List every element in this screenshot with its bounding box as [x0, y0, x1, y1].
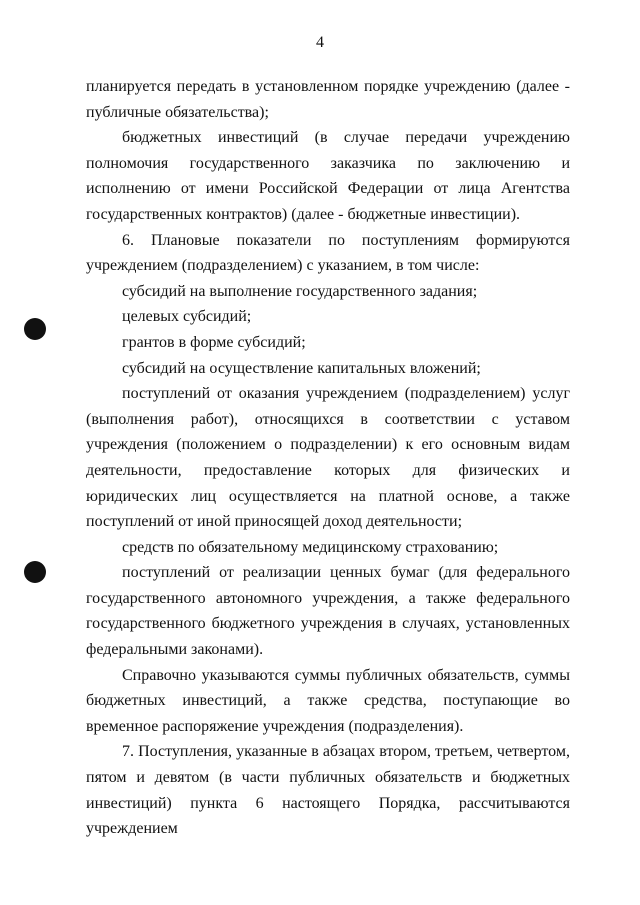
punch-hole-mark: [24, 318, 46, 340]
page-number: 4: [316, 34, 324, 51]
paragraph-budget-investments: бюджетных инвестиций (в случае передачи учреждению полномочия государственного заказчика по заключению и исполнению от имени Российской Федерации от лица Агентства государственных контрактов) (далее - бюджетные инвестиции).: [86, 129, 570, 223]
list-item-state-task-subsidies: субсидий на выполнение государственного задания;: [122, 282, 478, 300]
list-item-target-subsidies: целевых субсидий;: [122, 308, 252, 326]
paragraph-reference-amounts: Справочно указываются суммы публичных обязательств, суммы бюджетных инвестиций, а также средства, поступающие во временное распоряжение учреждения (подразделения).: [86, 666, 570, 735]
punch-hole-mark: [24, 561, 46, 583]
list-item-paid-services: поступлений от оказания учреждением (подразделением) услуг (выполнения работ), относящихся в соответствии с уставом учреждения (положением о подразделении) к его основным видам деятельности, предоставление которых для физических и юридических лиц осуществляется на платной основе, а также поступлений от иной приносящей доход деятельности;: [86, 385, 570, 531]
list-item-grants: грантов в форме субсидий;: [122, 333, 306, 351]
list-item-securities: поступлений от реализации ценных бумаг (для федерального государственного автономного учреждения, а также федерального государственного бюджетного учреждения в случаях, установленных федеральными законами).: [86, 564, 570, 659]
paragraph-public-obligations: планируется передать в установленном порядке учреждению (далее - публичные обязательства);: [86, 78, 570, 121]
document-body: [86, 74, 570, 842]
list-item-medical-insurance: средств по обязательному медицинскому страхованию;: [122, 538, 499, 556]
paragraph-item-6: 6. Плановые показатели по поступлениям формируются учреждением (подразделением) с указанием, в том числе:: [86, 231, 570, 275]
paragraph-item-7: 7. Поступления, указанные в абзацах втором, третьем, четвертом, пятом и девятом (в части публичных обязательств и бюджетных инвестиций) пункта 6 настоящего Порядка, рассчитываются учреждением: [86, 743, 570, 838]
list-item-capital-subsidies: субсидий на осуществление капитальных вложений;: [122, 359, 481, 377]
